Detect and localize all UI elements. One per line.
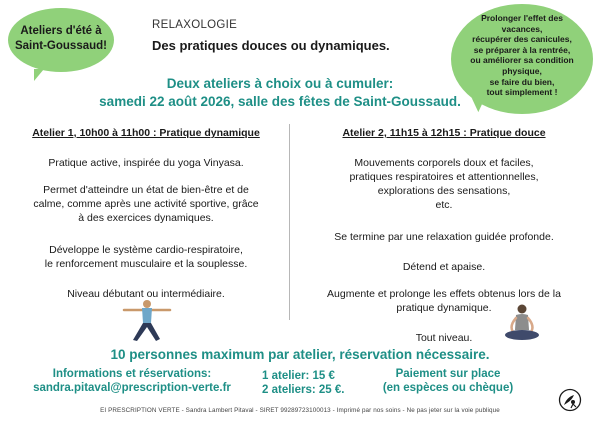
atelier1-text: Pratique active, inspirée du yoga Vinyasa. [48, 157, 244, 169]
prices [262, 369, 362, 397]
bubble-right-line: ou améliorer sa condition [470, 55, 574, 66]
legal-footer: EI PRESCRIPTION VERTE - Sandra Lambert Pitaval - SIRET 99289723100013 - Imprimé par nos soins - Ne pas jeter sur la voie publique [100, 407, 500, 414]
bubble-right-line: vacances, [501, 23, 543, 34]
bubble-right-line: récupérer des canicules, [472, 34, 572, 45]
atelier1-title: Atelier 1, 10h00 à 11h00 : Pratique dynamique [32, 127, 260, 139]
atelier2-text: pratique dynamique. [396, 302, 492, 314]
bubble-right-line: se préparer à la rentrée, [473, 44, 571, 55]
payment-line2: (en espèces ou chèque) [382, 382, 514, 394]
atelier2-text: Se termine par une relaxation guidée profonde. [334, 231, 554, 243]
bubble-right-line: Prolonger l'effet des [481, 13, 563, 23]
atelier2-text: explorations des sensations, [377, 185, 511, 197]
headline-line1: Deux ateliers à choix ou à cumuler: [166, 76, 394, 91]
headline-line2: samedi 22 août 2026, salle des fêtes de Saint-Goussaud. [99, 94, 461, 109]
bubble-left-line2: Saint-Goussaud! [14, 40, 107, 52]
speech-bubble-summer-workshops [8, 8, 114, 72]
contact-label: Informations et réservations: [52, 368, 212, 380]
atelier2-text: Mouvements corporels doux et faciles, [354, 157, 534, 169]
atelier1-text: Permet d'atteindre un état de bien-être et de [43, 184, 249, 196]
atelier2-text: Détend et apaise. [402, 261, 486, 273]
atelier1-text: Développe le système cardio-respiratoire, [49, 244, 243, 256]
bubble-right-line: physique, [502, 65, 542, 76]
capacity-notice: 10 personnes maximum par atelier, réservation nécessaire. [110, 347, 490, 362]
page-subtitle: Des pratiques douces ou dynamiques. [152, 38, 390, 53]
atelier2-section [296, 127, 592, 347]
atelier2-text: Tout niveau. [415, 332, 473, 344]
atelier2-text: pratiques respiratoires et attentionnelles, [349, 171, 539, 183]
contact-email-link[interactable]: sandra.pitaval@prescription-verte.fr [33, 382, 231, 394]
column-divider [289, 124, 290, 320]
atelier1-text: le renforcement musculaire et la souplesse. [44, 258, 248, 270]
atelier1-text: à des exercices dynamiques. [78, 212, 214, 224]
payment-line1: Paiement sur place [395, 368, 501, 380]
kicker-relaxologie: RELAXOLOGIE [152, 19, 238, 31]
contact-info [22, 367, 242, 395]
bubble-left-line1: Ateliers d'été à [20, 25, 102, 37]
meditation-figure [500, 302, 544, 346]
atelier2-text: Augmente et prolonge les effets obtenus lors de la [327, 288, 561, 300]
atelier2-title: Atelier 2, 11h15 à 12h15 : Pratique douce [342, 127, 546, 139]
price-two-workshops: 2 ateliers: 25 €. [262, 384, 345, 396]
bubble-right-line: tout simplement ! [486, 87, 558, 98]
atelier1-text: calme, comme après une activité sportive, grâce [33, 198, 259, 210]
warrior-pose-figure [122, 298, 172, 344]
atelier1-section [10, 127, 282, 327]
atelier1-text: Niveau débutant ou intermédiaire. [67, 288, 225, 300]
payment-info [378, 367, 518, 395]
atelier2-text: etc. [435, 199, 453, 211]
price-one-workshop: 1 atelier: 15 € [262, 370, 335, 382]
bubble-right-line: se faire du bien, [489, 76, 555, 87]
